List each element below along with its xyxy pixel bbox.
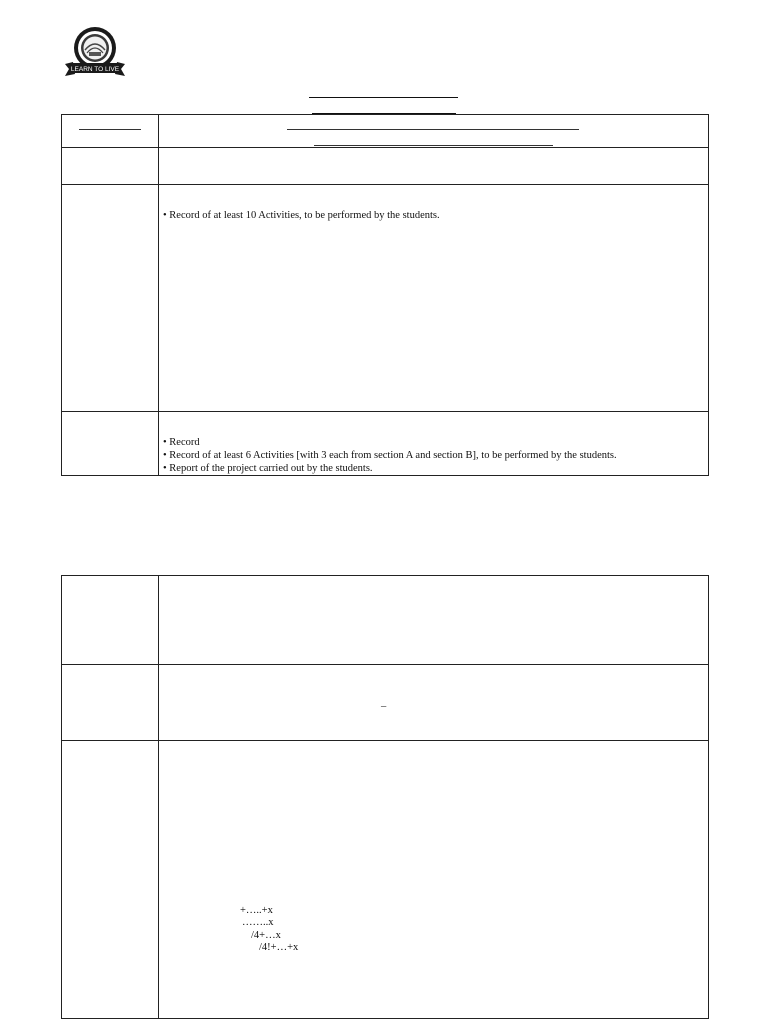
table-1-row-divider-3 <box>61 411 709 412</box>
table-2-column-divider <box>158 575 159 1019</box>
project-report-item: • Report of the project carried out by the students. <box>163 463 373 474</box>
table-1-row-divider-2 <box>61 184 709 185</box>
activities-record-item: • Record of at least 6 Activities [with 3 each from section A and section B], to be performed by the students. <box>163 450 617 461</box>
table-1-header-left-underline <box>79 129 141 130</box>
formula-fragment: /4!+…+x <box>259 942 299 953</box>
table-1-column-divider <box>158 114 159 476</box>
title-underline-top <box>309 97 458 98</box>
formula-fragment: +…..+x <box>240 905 273 916</box>
activity-record-item: • Record of at least 10 Activities, to be performed by the students. <box>163 210 440 221</box>
formula-fragment: ……..x <box>242 917 274 928</box>
table-1-header-right-underline-2 <box>314 145 553 146</box>
formula-fragment: /4+…x <box>251 930 281 941</box>
logo-banner-text: LEARN TO LIVE <box>70 66 120 73</box>
table-2-row-divider-1 <box>61 664 709 665</box>
school-logo <box>63 26 127 82</box>
table-1-header-right-underline-1 <box>287 129 579 130</box>
dash-mark: – <box>381 701 387 712</box>
table-1-row-divider-1 <box>61 147 709 148</box>
record-item: • Record <box>163 437 200 448</box>
table-2-row-divider-2 <box>61 740 709 741</box>
